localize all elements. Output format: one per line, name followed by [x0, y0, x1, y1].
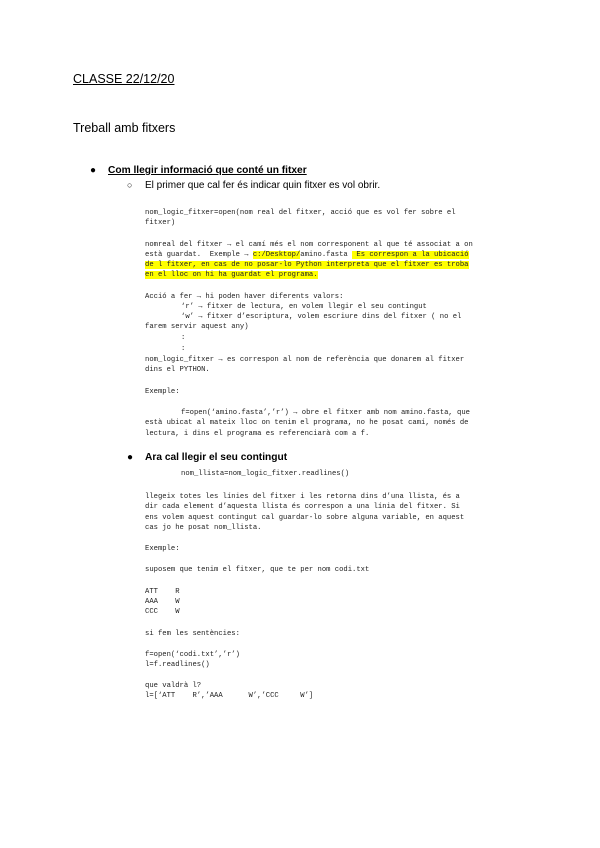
accio-line-4: farem servir aquest any)	[145, 323, 249, 331]
code-open-syntax-1: nom_logic_fitxer=open(nom real del fitxer, acció que es vol fer sobre el	[145, 209, 456, 217]
page-title: CLASSE 22/12/20	[73, 72, 175, 86]
example1-line-2: està ubicat al mateix lloc on tenim el programa, no he posat camí, només de	[145, 419, 469, 427]
readlines-desc-3: ens volem aquest contingut cal guardar-lo sobre alguna variable, en aquest	[145, 514, 465, 522]
sub-bullet-icon: ○	[127, 180, 133, 190]
example-label-1: Exemple:	[145, 388, 180, 396]
example1-line-3: lectura, i dins el programa es referenciarà com a f.	[145, 430, 370, 438]
logic-line-2: dins el PYTHON.	[145, 366, 210, 374]
nomreal-line-4: en el lloc on hi ha guardat el programa.	[145, 271, 318, 279]
file-row: ATT R	[145, 588, 180, 596]
bullet-icon: ●	[127, 452, 134, 463]
file-row: CCC W	[145, 608, 180, 616]
ellipsis-colon-1: :	[181, 334, 186, 342]
readlines-desc-2: dir cada element d’aquesta llista és correspon a una línia del fitxer. Si	[145, 503, 460, 511]
accio-line-2: ‘r’ → fitxer de lectura, en volem llegir el seu contingut	[181, 303, 427, 311]
si-fem-line: si fem les sentències:	[145, 630, 240, 638]
code-open-syntax-2: fitxer)	[145, 219, 176, 227]
bullet-icon: ●	[90, 165, 97, 176]
example-label-2: Exemple:	[145, 545, 180, 553]
answer-line: l=[‘ATT R’,’AAA W’,’CCC W’]	[145, 692, 314, 700]
nomreal-line-1: nomreal del fitxer → el camí més el nom corresponent al que té associat a on	[145, 241, 473, 249]
suposem-line: suposem que tenim el fitxer, que te per nom codi.txt	[145, 566, 370, 574]
ellipsis-colon-2: :	[181, 345, 186, 353]
example1-line-1: f=open(‘amino.fasta’,’r’) → obre el fitxer amb nom amino.fasta, que	[181, 409, 470, 417]
readlines-desc-4: cas jo he posat nom_llista.	[145, 524, 262, 532]
open-code-line: f=open(‘codi.txt’,’r’)	[145, 651, 240, 659]
accio-line-1: Acció a fer → hi poden haver diferents valors:	[145, 293, 344, 301]
readlines-syntax: nom_llista=nom_logic_fitxer.readlines()	[181, 470, 350, 478]
nomreal-line-3: de l fitxer, en cas de no posar-lo Python interpreta que el fitxer es troba	[145, 261, 469, 269]
sub-bullet-text: El primer que cal fer és indicar quin fitxer es vol obrir.	[145, 180, 381, 191]
readlines-code-line: l=f.readlines()	[145, 661, 210, 669]
logic-line-1: nom_logic_fitxer → es correspon al nom de referència que donarem al fitxer	[145, 356, 465, 364]
file-row: AAA W	[145, 598, 180, 606]
accio-line-3: ‘w’ → fitxer d’escriptura, volem escriure dins del fitxer ( no el	[181, 313, 462, 321]
question-line: que valdrà l?	[145, 682, 202, 690]
readlines-desc-1: llegeix totes les línies del fitxer i les retorna dins d’una llista, és a	[145, 493, 460, 501]
heading-llegir-fitxer: Com llegir informació que conté un fitxer	[108, 165, 307, 176]
heading-llegir-contingut: Ara cal llegir el seu contingut	[145, 452, 288, 463]
section-title: Treball amb fitxers	[73, 121, 176, 135]
nomreal-line-2: està guardat. Exemple → c:/Desktop/amino.fasta Es correspon a la ubicació	[145, 251, 469, 259]
